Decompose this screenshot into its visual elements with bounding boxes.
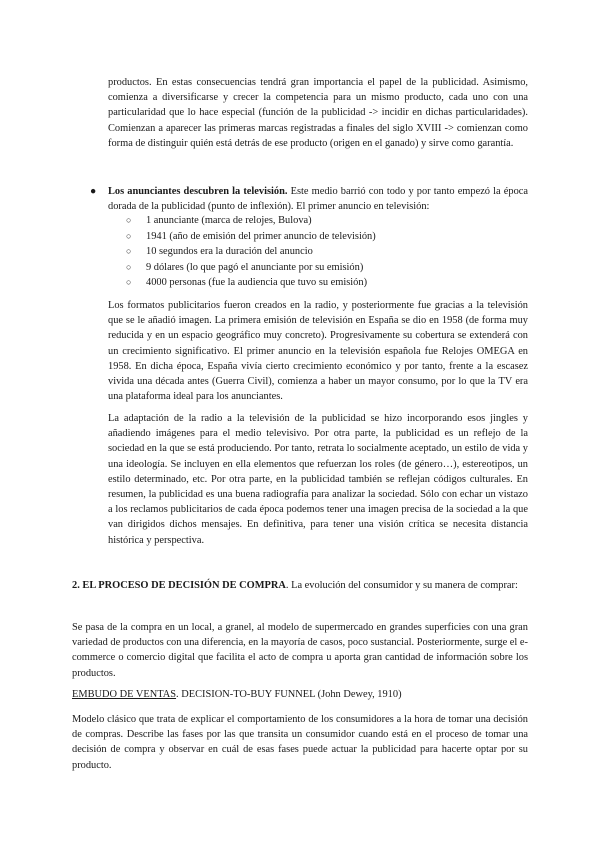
formatos-paragraph: Los formatos publicitarios fueron creados en la radio, y posteriormente fue gracias a la televisión que se le añadió imagen. La primera emisión de televisión en España se dio en 1958 (de forma muy reducida y en un espacio geográfico muy concreto). Progresivamente su cobertura se extenderá con un crecimiento significativo. El primer anuncio en la televisión española fue Relojes OMEGA en 1958. En dicha época, España vivía cierto crecimiento económico y por tanto, frente a la escasez vivida una década antes (Guerra Civil), comienza a haber un mayor consumo, por lo que la TV era una plataforma ideal para los anunciantes. [108,300,528,403]
list-item-text: 10 segundos era la duración del anuncio [146,246,313,257]
list-item [126,275,526,291]
section-heading [72,578,528,593]
section-title: 2. EL PROCESO DE DECISIÓN DE COMPRA [72,580,286,591]
circle-bullet-icon: ○ [126,277,132,287]
bullet-dot-icon: ● [90,186,97,197]
list-item-text: 1941 (año de emisión del primer anuncio de televisión) [146,230,376,242]
list-item-text: 4000 personas (fue la audiencia que tuvo su emisión) [146,277,368,288]
subsection-heading [72,687,528,702]
list-item [126,260,526,276]
list-item [126,229,526,245]
circle-bullet-icon: ○ [126,246,132,256]
compra-paragraph: Se pasa de la compra en un local, a granel, al modelo de supermercado en grandes superficies con una gran variedad de productos con una diferencia, en la mayoría de casos, poco sustancial. Posteriormente, surge el e-commerce o comercio digital que facilita el acto de compra u aporta gran cantidad de información sobre los productos. [72,622,528,679]
circle-bullet-icon: ○ [126,261,132,272]
circle-bullet-icon: ○ [126,215,132,225]
bullet-body [108,184,528,214]
list-item [126,213,526,229]
sub-list [126,213,526,291]
list-item [126,244,526,260]
circle-bullet-icon: ○ [126,230,132,241]
subsection-title: EMBUDO DE VENTAS [72,689,177,700]
bullet-text: Este medio barrió con todo y por tanto empezó la época dorada de la publicidad (punto de inflexión). El primer anuncio en televisión: [108,186,528,213]
modelo-paragraph: Modelo clásico que trata de explicar el comportamiento de los consumidores a la hora de tomar una decisión de compras. Describe las fases por las que transita un consumidor cuando está en el proceso de tomar una decisión de compra y observar en cuál de esas fases puede actuar la publicidad para hacerte optar por su producto. [72,714,528,771]
bullet-heading: Los anunciantes descubren la televisión. [108,186,288,197]
intro-paragraph: productos. En estas consecuencias tendrá gran importancia el papel de la publicidad. Asimismo, comienza a diversificarse y crecer la competencia para un mismo producto, cada uno con una particularidad que lo hace especial (función de la publicidad -> incidir en dichas particularidades). Comienzan a aparecer las primeras marcas registradas a finales del siglo XVIII -> comienzan como forma de distinguir quién está detrás de ese producto (origen en el ganado) y sirve como garantía. [108,77,528,149]
subsection-rest: . DECISION-TO-BUY FUNNEL (John Dewey, 1910) [176,689,402,700]
list-item-text: 9 dólares (lo que pagó el anunciante por su emisión) [146,261,364,273]
section-subtitle: . La evolución del consumidor y su manera de comprar: [285,580,518,591]
list-item-text: 1 anunciante (marca de relojes, Bulova) [146,215,312,226]
adaptacion-paragraph: La adaptación de la radio a la televisión de la publicidad se hizo incorporando esos jingles y añadiendo imágenes para el medio televisivo. Por otra parte, la publicidad es un reflejo de la sociedad en la que se está produciendo. Por tanto, retrata lo socialmente aceptado, un estilo de vida y una ideología. Se incluyen en ella elementos que refuerzan los roles (de género…), estereotipos, un estilo determinado, etc. Por otra parte, en la publicidad también se reflejan códigos culturales. En resumen, la publicidad es una buena radiografía para analizar la sociedad. Sólo con echar un vistazo a los reclamos publicitarios de cada época podemos tener una imagen precisa de la sociedad a la que van dirigidos dichos mensajes. En definitiva, para tener una visión crítica se necesita distancia histórica y perspectiva. [108,413,528,546]
